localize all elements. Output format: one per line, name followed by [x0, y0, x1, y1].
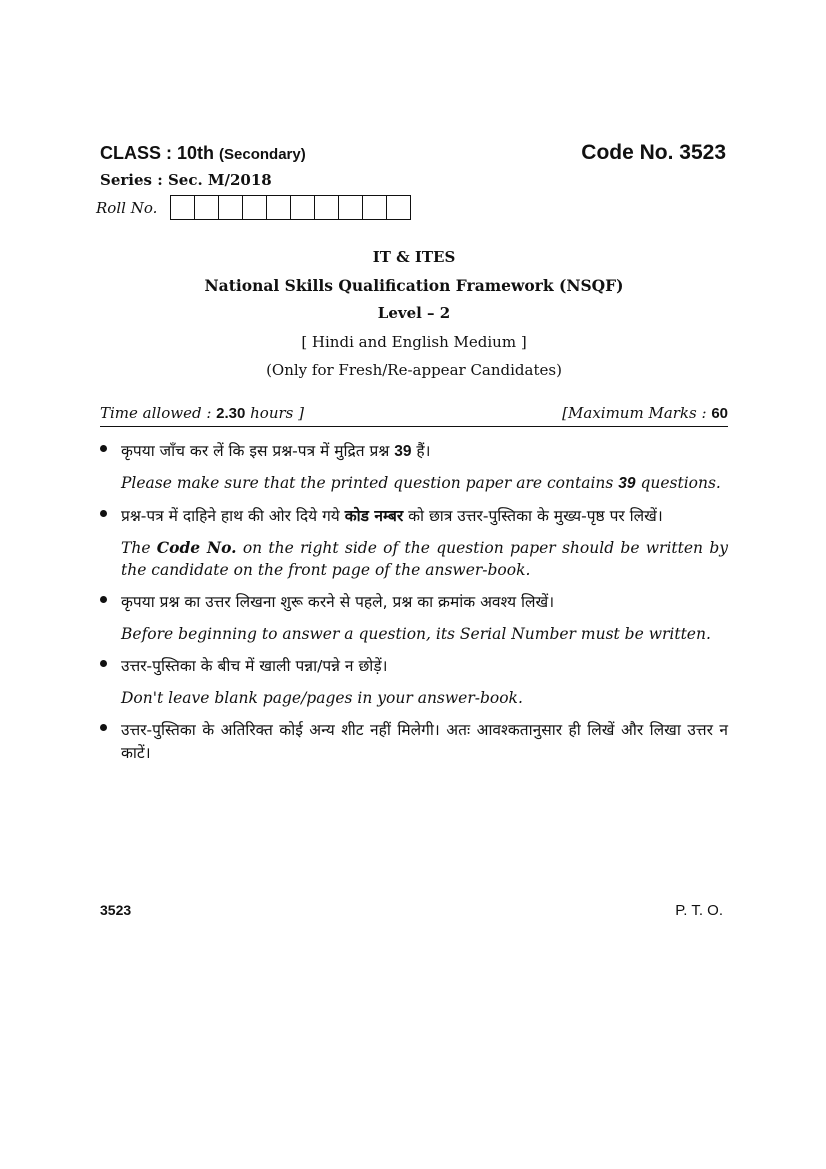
roll-number-field	[96, 195, 411, 220]
instructions-list	[100, 440, 728, 775]
instruction-english: The Code No. on the right side of the question paper should be written by the candidate on the front page of the answer-book.	[121, 538, 728, 579]
series-label: Series : Sec. M/2018	[100, 171, 272, 189]
bullet-icon	[100, 445, 107, 452]
level-title: Level – 2	[377, 304, 451, 322]
roll-box	[387, 196, 410, 219]
medium-note: [ Hindi and English Medium ]	[301, 333, 527, 351]
bullet-icon	[100, 596, 107, 603]
time-value: 2.30	[216, 405, 246, 422]
roll-box	[363, 196, 387, 219]
marks-value: 60	[711, 405, 728, 422]
roll-box	[315, 196, 339, 219]
bullet-icon	[100, 510, 107, 517]
maximum-marks: [Maximum Marks : 60	[562, 404, 728, 422]
instruction-hindi: कृपया प्रश्न का उत्तर लिखना शुरू करने से पहले, प्रश्न का क्रमांक अवश्य लिखें।	[121, 593, 555, 611]
instruction-english: Don't leave blank page/pages in your answer-book.	[121, 689, 523, 707]
code-number: Code No. 3523	[581, 141, 726, 164]
bullet-icon	[100, 660, 107, 667]
roll-box	[195, 196, 219, 219]
class-main: CLASS : 10th	[100, 143, 215, 163]
instruction-hindi: उत्तर-पुस्तिका के अतिरिक्त कोई अन्य शीट नहीं मिलेगी। अतः आवश्कतानुसार ही लिखें और लिखा उत्तर न काटें।	[121, 721, 728, 762]
roll-number-label: Roll No.	[96, 198, 158, 217]
roll-box	[267, 196, 291, 219]
instruction-item	[100, 719, 728, 765]
roll-box	[291, 196, 315, 219]
instruction-item	[100, 505, 728, 581]
roll-box	[171, 196, 195, 219]
roll-box	[219, 196, 243, 219]
time-marks-bar	[100, 404, 728, 427]
framework-title: National Skills Qualification Framework (NSQF)	[204, 276, 624, 295]
subject-title: IT & ITES	[372, 248, 456, 266]
instruction-item	[100, 440, 728, 495]
footer-code: 3523	[100, 902, 132, 918]
instruction-english: Please make sure that the printed question paper are contains 39 questions.	[121, 474, 721, 492]
class-sub: (Secondary)	[219, 146, 306, 163]
roll-box	[243, 196, 267, 219]
instruction-item	[100, 655, 728, 709]
instruction-hindi: उत्तर-पुस्तिका के बीच में खाली पन्ना/पन्ने न छोड़ें।	[121, 657, 388, 675]
pto-label: P. T. O.	[675, 902, 723, 919]
roll-box	[339, 196, 363, 219]
instruction-hindi: कृपया जाँच कर लें कि इस प्रश्न-पत्र में मुद्रित प्रश्न 39 हैं।	[121, 442, 431, 460]
time-allowed: Time allowed : 2.30 hours ]	[100, 404, 304, 422]
instruction-item	[100, 591, 728, 645]
roll-number-boxes	[170, 195, 411, 220]
instruction-english: Before beginning to answer a question, its Serial Number must be written.	[121, 625, 711, 643]
bullet-icon	[100, 724, 107, 731]
class-label	[100, 143, 306, 164]
candidates-note: (Only for Fresh/Re-appear Candidates)	[266, 361, 562, 379]
instruction-hindi: प्रश्न-पत्र में दाहिने हाथ की ओर दिये गये कोड नम्बर को छात्र उत्तर-पुस्तिका के मुख्य-पृष्ठ पर लिखें।	[121, 507, 663, 525]
